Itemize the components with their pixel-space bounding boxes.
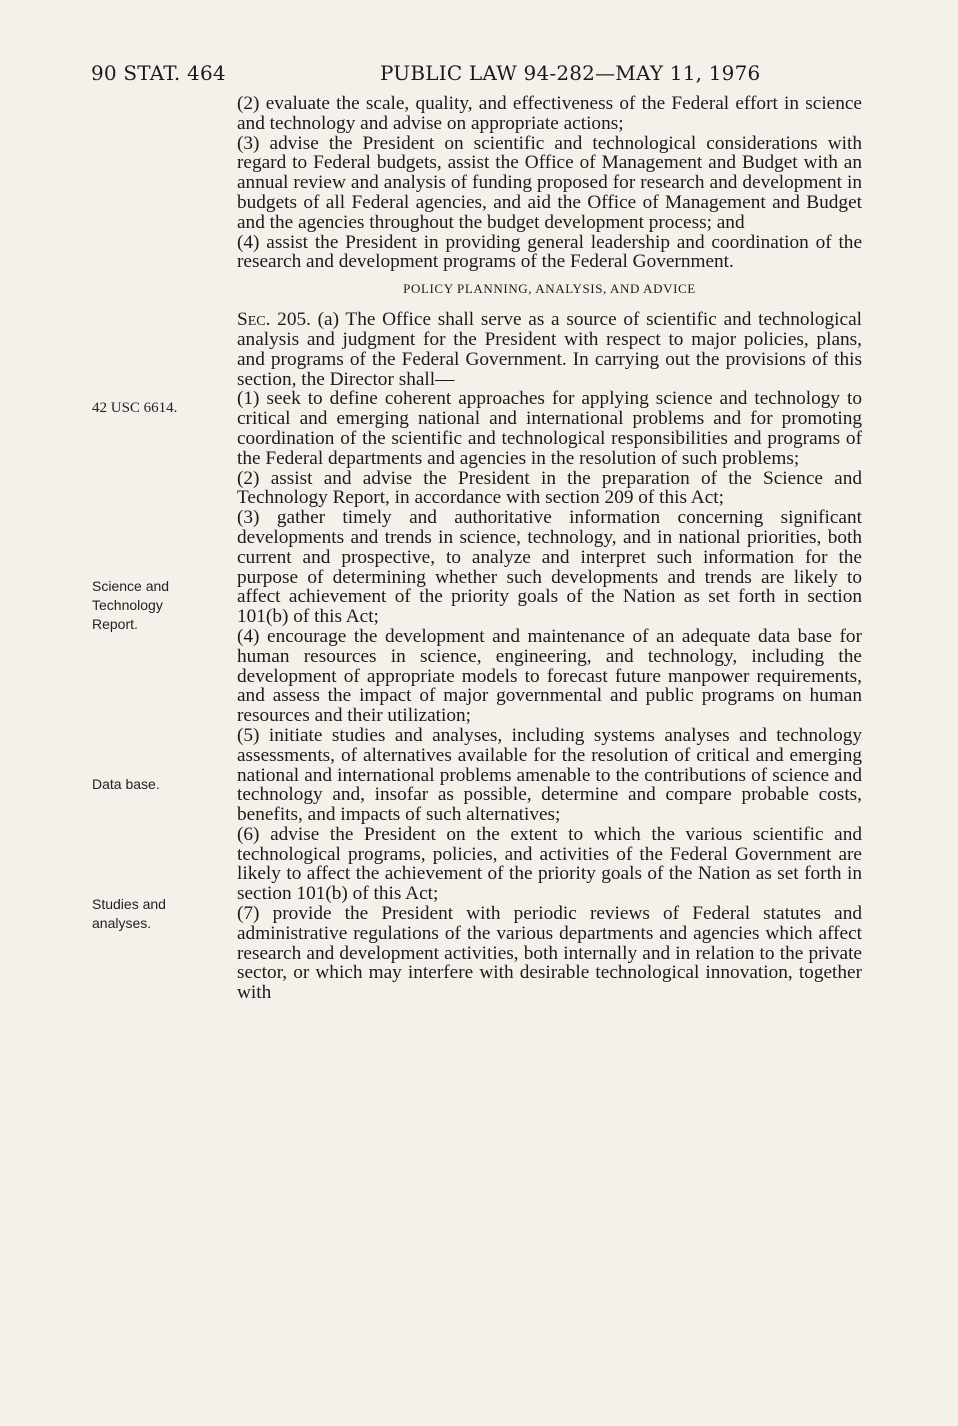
margin-note-line: Technology [92, 597, 163, 613]
sec205-item-7: (7) provide the President with periodic reviews of Federal statutes and administrative regulations of the various departments and agencies which affect research and development activities, both internally and in relation to the private sector, or which may interfere with desirable technological innovation, together with [237, 903, 862, 1004]
sec205-item-2: (2) assist and advise the President in the preparation of the Science and Technology Report, in accordance with section 209 of this Act; [237, 467, 862, 509]
margin-note-science-report [92, 577, 169, 634]
section-heading: POLICY PLANNING, ANALYSIS, AND ADVICE [403, 281, 696, 297]
margin-note-line: Studies and [92, 896, 166, 912]
sec205-item-5: (5) initiate studies and analyses, including systems analyses and technology assessments, of alternatives available for the resolution of critical and emerging national and international problems amenable to the contributions of science and technology and, insofar as possible, determine and compare probable costs, benefits, and impacts of such alternatives; [237, 724, 862, 826]
section-205-intro [237, 310, 862, 389]
sec205-item-6: (6) advise the President on the extent to which the various scientific and technological programs, policies, and activities of the Federal Government are likely to affect the achievement of the priority goals of the Nation as set forth in section 101(b) of this Act; [237, 823, 862, 905]
margin-note-data-base: Data base. [92, 776, 160, 792]
public-law-title: PUBLIC LAW 94-282—MAY 11, 1976 [380, 61, 761, 85]
paragraph-item-4: (4) assist the President in providing general leadership and coordination of the research and development programs of the Federal Government. [237, 231, 862, 273]
sec205-item-4: (4) encourage the development and maintenance of an adequate data base for human resources in science, engineering, and technology, including the development of appropriate models to forecast future manpower requirements, and assess the impact of major governmental and public programs on human resources and their utilization; [237, 625, 862, 727]
sec205-item-1: (1) seek to define coherent approaches for applying science and technology to critical and emerging national and international problems and for promoting coordination of the scientific and technological responsibilities and programs of the Federal departments and agencies in the resolution of such problems; [237, 388, 862, 469]
margin-note-line: analyses. [92, 915, 152, 931]
section-205-text: 205. (a) The Office shall serve as a source of scientific and technological analysis and judgment for the President with respect to major policies, plans, and programs of the Federal Government. In carrying out the provisions of this section, the Director shall— [237, 309, 862, 390]
stat-page-reference: 90 STAT. 464 [91, 61, 226, 85]
margin-note-line: Science and [92, 578, 170, 594]
sec205-item-3: (3) gather timely and authoritative information concerning significant developments and trends in science, technology, and in national priorities, both current and prospective, to analyze and interpret such information for the purpose of determining whether such developments and trends are likely to affect achievement of the priority goals of the Nation as set forth in section 101(b) of this Act; [237, 507, 862, 628]
margin-note-studies [92, 895, 166, 933]
margin-note-line: Report. [92, 616, 138, 632]
paragraph-item-2: (2) evaluate the scale, quality, and effectiveness of the Federal effort in science and technology and advise on appropriate actions; [237, 93, 862, 134]
paragraph-item-3: (3) advise the President on scientific and technological considerations with regard to Federal budgets, assist the Office of Management and Budget with an annual review and analysis of funding proposed for research and development in budgets of all Federal agencies, and aid the Office of Management and Budget and the agencies throughout the budget development process; and [237, 132, 862, 233]
section-label: Sec. [237, 309, 271, 331]
margin-note-usc: 42 USC 6614. [92, 400, 178, 416]
statute-body [237, 94, 862, 1003]
